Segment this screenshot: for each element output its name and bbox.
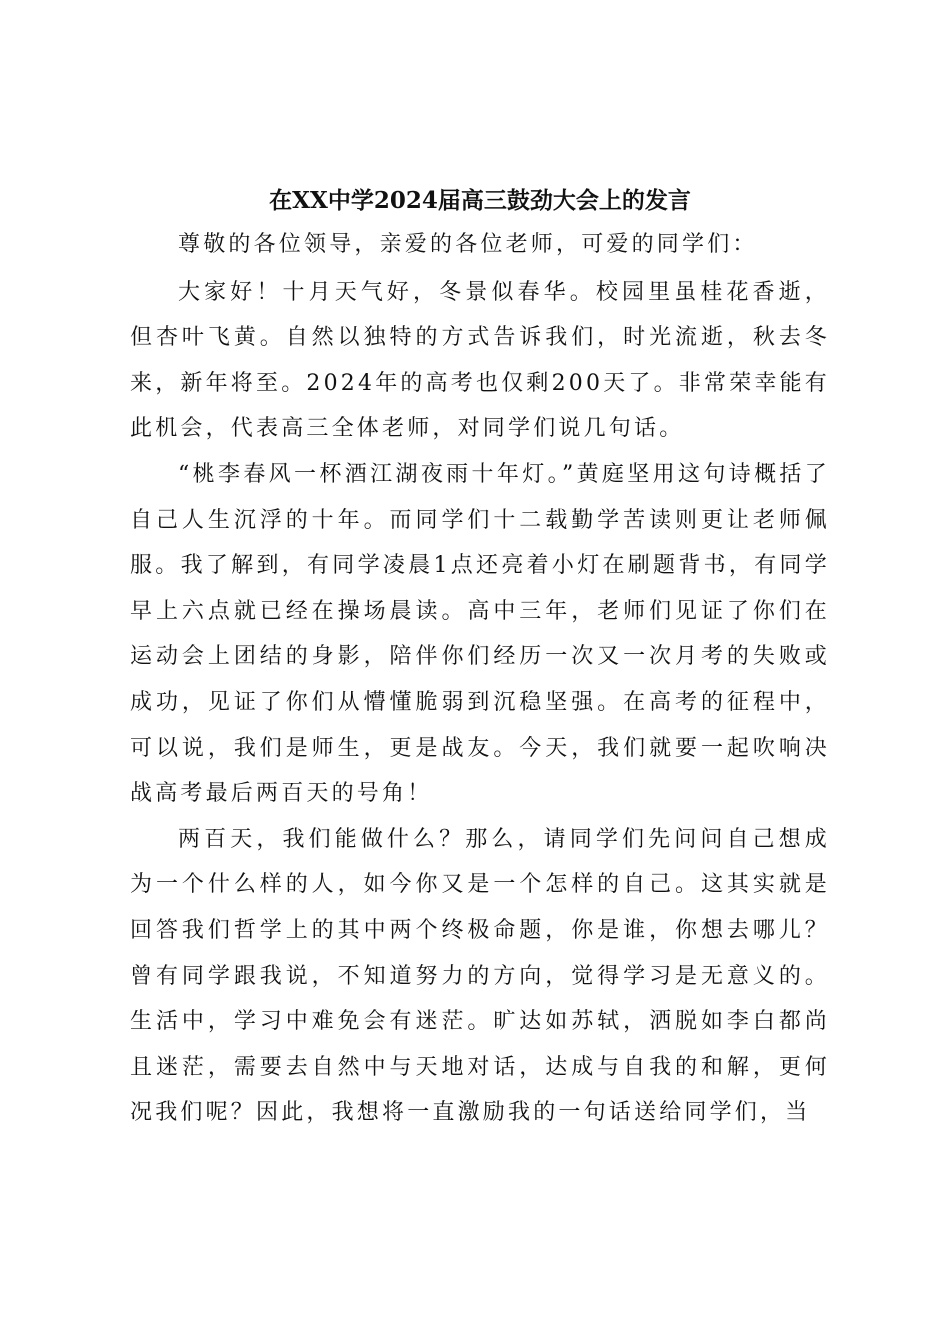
document-title: 在XX中学2024届高三鼓劲大会上的发言 (269, 187, 691, 214)
body-paragraph: 两百天，我们能做什么？那么，请同学们先问问自己想成为一个什么样的人，如今你又是一个怎样的自己。这其实就是回答我们哲学上的其中两个终极命题，你是谁，你想去哪儿？曾有同学跟我说，不知道努力的方向，觉得学习是无意义的。生活中，学习中难免会有迷茫。旷达如苏轼，洒脱如李白都尚且迷茫，需要去自然中与天地对话，达成与自我的和解，更何况我们呢？因此，我想将一直激励我的一句话送给同学们，当 (130, 826, 830, 1126)
document-page (130, 180, 830, 1136)
salutation-paragraph: 尊敬的各位领导，亲爱的各位老师，可爱的同学们： (178, 232, 758, 257)
body-paragraph: 大家好！十月天气好，冬景似春华。校园里虽桂花香逝，但杏叶飞黄。自然以独特的方式告诉我们，时光流逝，秋去冬来，新年将至。2024年的高考也仅剩200天了。非常荣幸能有此机会，代表高三全体老师，对同学们说几句话。 (130, 279, 830, 442)
body-paragraph: “桃李春风一杯酒江湖夜雨十年灯。”黄庭坚用这句诗概括了自己人生沉浮的十年。而同学们十二载勤学苦读则更让老师佩服。我了解到，有同学凌晨1点还亮着小灯在刷题背书，有同学早上六点就已经在操场晨读。高中三年，老师们见证了你们在运动会上团结的身影，陪伴你们经历一次又一次月考的失败或成功，见证了你们从懵懂脆弱到沉稳坚强。在高考的征程中，可以说，我们是师生，更是战友。今天，我们就要一起吹响决战高考最后两百天的号角！ (130, 461, 830, 807)
